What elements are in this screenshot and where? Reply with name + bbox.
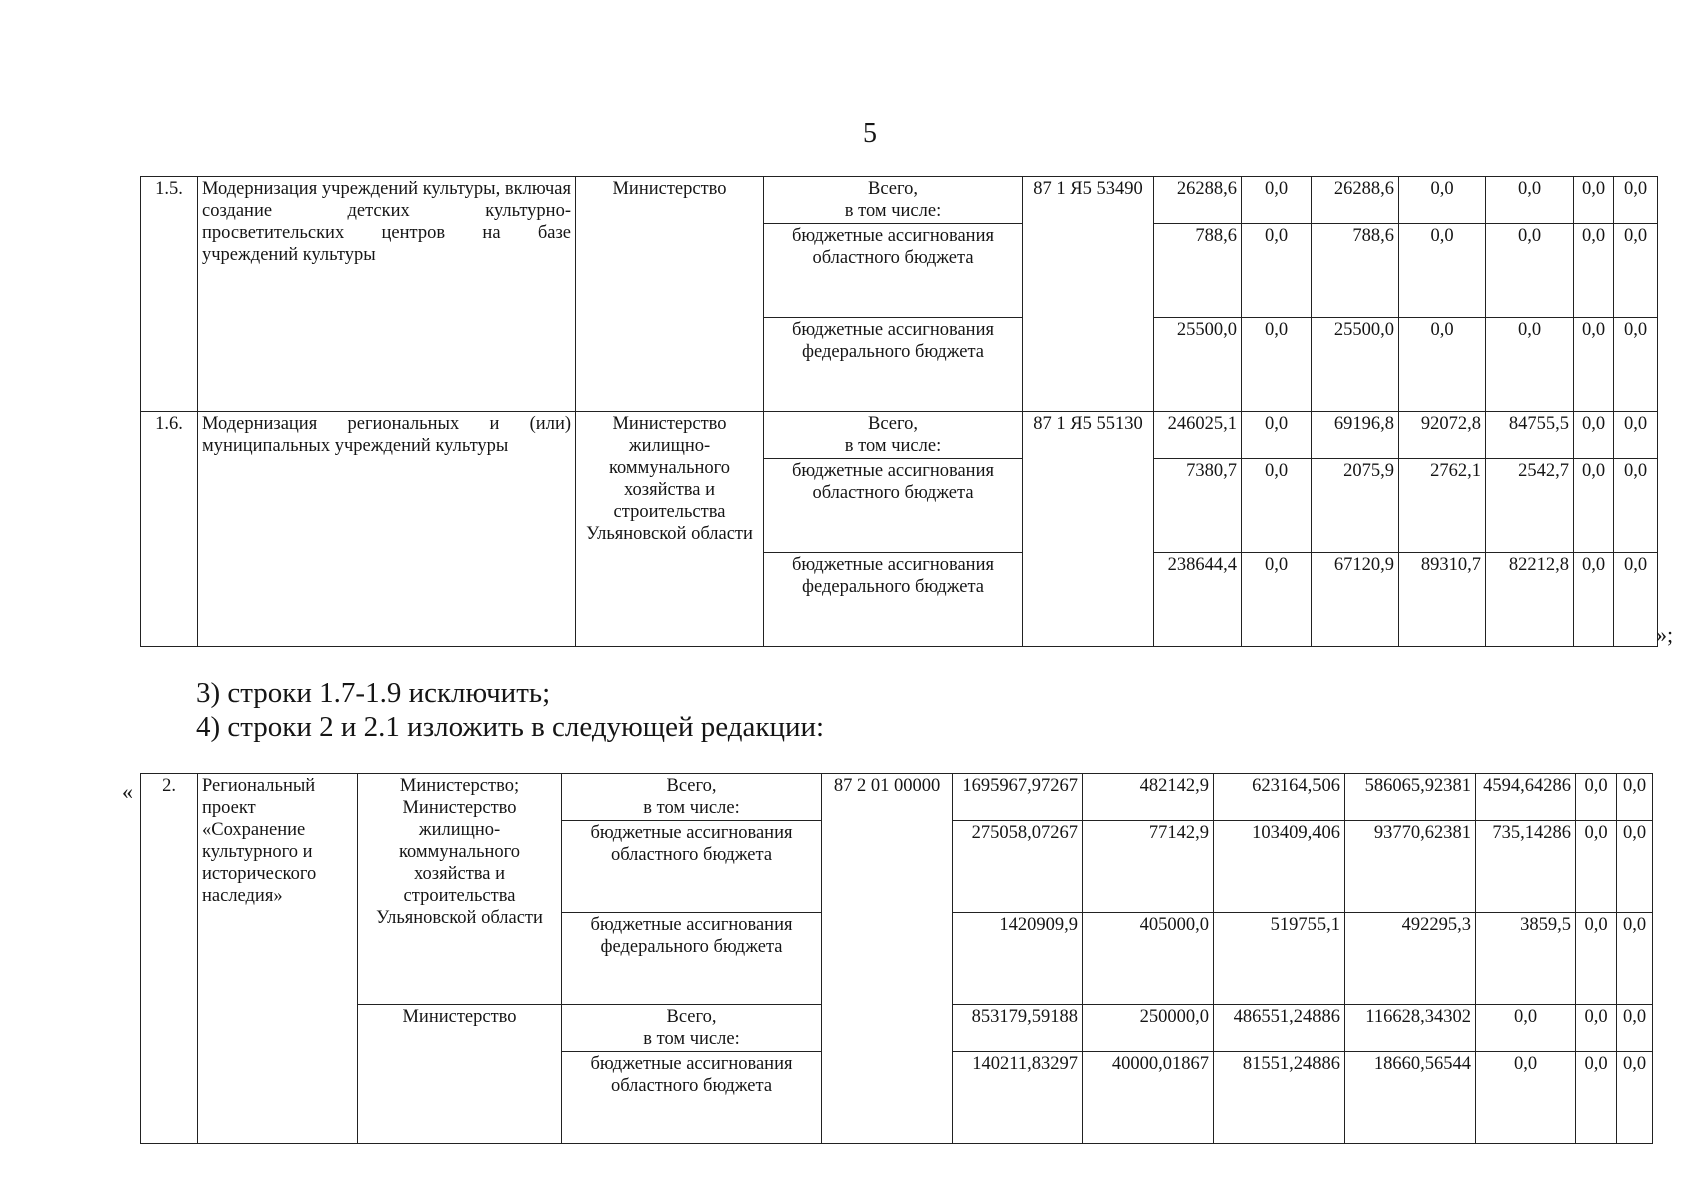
value-cell: 0,0 [1574, 459, 1614, 553]
value-cell: 0,0 [1242, 412, 1312, 459]
value-cell: 0,0 [1242, 224, 1312, 318]
value-cell: 0,0 [1614, 224, 1658, 318]
value-cell: 3859,5 [1476, 913, 1576, 1005]
value-cell: 93770,62381 [1345, 821, 1476, 913]
source-label: бюджетные ассигнования областного бюджета [764, 224, 1023, 318]
value-cell: 0,0 [1242, 553, 1312, 647]
value-cell: 486551,24886 [1214, 1005, 1345, 1052]
instruction-line: 3) строки 1.7-1.9 исключить; [196, 677, 551, 709]
source-label: Всего, в том числе: [764, 412, 1023, 459]
budget-code: 87 1 Я5 55130 [1023, 412, 1154, 647]
value-cell: 84755,5 [1486, 412, 1574, 459]
value-cell: 18660,56544 [1345, 1052, 1476, 1144]
value-cell: 25500,0 [1154, 318, 1242, 412]
value-cell: 0,0 [1614, 459, 1658, 553]
budget-code: 87 1 Я5 53490 [1023, 177, 1154, 412]
value-cell: 275058,07267 [953, 821, 1083, 913]
row-number: 1.5. [141, 177, 198, 412]
value-cell: 788,6 [1154, 224, 1242, 318]
value-cell: 0,0 [1614, 553, 1658, 647]
value-cell: 238644,4 [1154, 553, 1242, 647]
value-cell: 0,0 [1486, 177, 1574, 224]
value-cell: 40000,01867 [1083, 1052, 1214, 1144]
row-number: 1.6. [141, 412, 198, 647]
value-cell: 519755,1 [1214, 913, 1345, 1005]
value-cell: 81551,24886 [1214, 1052, 1345, 1144]
value-cell: 7380,7 [1154, 459, 1242, 553]
value-cell: 69196,8 [1312, 412, 1399, 459]
value-cell: 77142,9 [1083, 821, 1214, 913]
value-cell: 1420909,9 [953, 913, 1083, 1005]
value-cell: 0,0 [1576, 1005, 1617, 1052]
value-cell: 2762,1 [1399, 459, 1486, 553]
value-cell: 0,0 [1614, 412, 1658, 459]
value-cell: 0,0 [1576, 1052, 1617, 1144]
row-name: Региональный проект «Сохранение культурного и исторического наследия» [198, 774, 358, 1144]
value-cell: 26288,6 [1312, 177, 1399, 224]
value-cell: 623164,506 [1214, 774, 1345, 821]
responsible-org: Министерство жилищно-коммунального хозяйства и строительства Ульяновской области [576, 412, 764, 647]
value-cell: 0,0 [1399, 224, 1486, 318]
value-cell: 0,0 [1576, 774, 1617, 821]
budget-table-top [140, 176, 1658, 647]
table-row [141, 774, 1653, 821]
value-cell: 0,0 [1399, 177, 1486, 224]
closing-quote: »; [1656, 622, 1674, 647]
source-label: Всего, в том числе: [562, 774, 822, 821]
value-cell: 405000,0 [1083, 913, 1214, 1005]
instructions [196, 676, 824, 744]
source-label: бюджетные ассигнования областного бюджета [764, 459, 1023, 553]
value-cell: 103409,406 [1214, 821, 1345, 913]
value-cell: 788,6 [1312, 224, 1399, 318]
value-cell: 67120,9 [1312, 553, 1399, 647]
responsible-org: Министерство [358, 1005, 562, 1144]
source-label: бюджетные ассигнования федерального бюджета [562, 913, 822, 1005]
value-cell: 0,0 [1617, 913, 1653, 1005]
value-cell: 492295,3 [1345, 913, 1476, 1005]
value-cell: 89310,7 [1399, 553, 1486, 647]
value-cell: 586065,92381 [1345, 774, 1476, 821]
value-cell: 116628,34302 [1345, 1005, 1476, 1052]
value-cell: 4594,64286 [1476, 774, 1576, 821]
source-label: бюджетные ассигнования федерального бюджета [764, 553, 1023, 647]
row-name: Модернизация учреждений культуры, включая создание детских культурно-просветительских центров на базе учреждений культуры [198, 177, 576, 412]
value-cell: 0,0 [1617, 1005, 1653, 1052]
value-cell: 0,0 [1614, 318, 1658, 412]
instruction-line: 4) строки 2 и 2.1 изложить в следующей редакции: [196, 711, 825, 743]
value-cell: 92072,8 [1399, 412, 1486, 459]
value-cell: 140211,83297 [953, 1052, 1083, 1144]
page-number: 5 [863, 118, 877, 149]
value-cell: 0,0 [1574, 553, 1614, 647]
value-cell: 0,0 [1399, 318, 1486, 412]
source-label: бюджетные ассигнования областного бюджета [562, 821, 822, 913]
value-cell: 0,0 [1576, 913, 1617, 1005]
row-number: 2. [141, 774, 198, 1144]
value-cell: 250000,0 [1083, 1005, 1214, 1052]
table-row [141, 177, 1658, 224]
budget-code: 87 2 01 00000 [822, 774, 953, 1144]
row-name: Модернизация региональных и (или) муниципальных учреждений культуры [198, 412, 576, 647]
value-cell: 0,0 [1614, 177, 1658, 224]
table-row [141, 412, 1658, 459]
value-cell: 2542,7 [1486, 459, 1574, 553]
source-label: бюджетные ассигнования федерального бюджета [764, 318, 1023, 412]
value-cell: 0,0 [1574, 412, 1614, 459]
value-cell: 482142,9 [1083, 774, 1214, 821]
value-cell: 0,0 [1574, 177, 1614, 224]
value-cell: 2075,9 [1312, 459, 1399, 553]
opening-quote: « [122, 779, 133, 804]
value-cell: 0,0 [1617, 821, 1653, 913]
value-cell: 25500,0 [1312, 318, 1399, 412]
source-label: Всего, в том числе: [764, 177, 1023, 224]
value-cell: 0,0 [1574, 318, 1614, 412]
responsible-org: Министерство [576, 177, 764, 412]
value-cell: 0,0 [1617, 774, 1653, 821]
value-cell: 0,0 [1617, 1052, 1653, 1144]
value-cell: 246025,1 [1154, 412, 1242, 459]
value-cell: 0,0 [1576, 821, 1617, 913]
value-cell: 0,0 [1476, 1052, 1576, 1144]
value-cell: 0,0 [1574, 224, 1614, 318]
value-cell: 0,0 [1242, 177, 1312, 224]
source-label: бюджетные ассигнования областного бюджета [562, 1052, 822, 1144]
value-cell: 853179,59188 [953, 1005, 1083, 1052]
value-cell: 1695967,97267 [953, 774, 1083, 821]
value-cell: 0,0 [1486, 224, 1574, 318]
value-cell: 0,0 [1242, 459, 1312, 553]
value-cell: 0,0 [1476, 1005, 1576, 1052]
value-cell: 735,14286 [1476, 821, 1576, 913]
budget-table-bottom [140, 773, 1653, 1144]
responsible-org: Министерство; Министерство жилищно-коммунального хозяйства и строительства Ульяновской области [358, 774, 562, 1005]
source-label: Всего, в том числе: [562, 1005, 822, 1052]
value-cell: 82212,8 [1486, 553, 1574, 647]
value-cell: 26288,6 [1154, 177, 1242, 224]
value-cell: 0,0 [1242, 318, 1312, 412]
value-cell: 0,0 [1486, 318, 1574, 412]
